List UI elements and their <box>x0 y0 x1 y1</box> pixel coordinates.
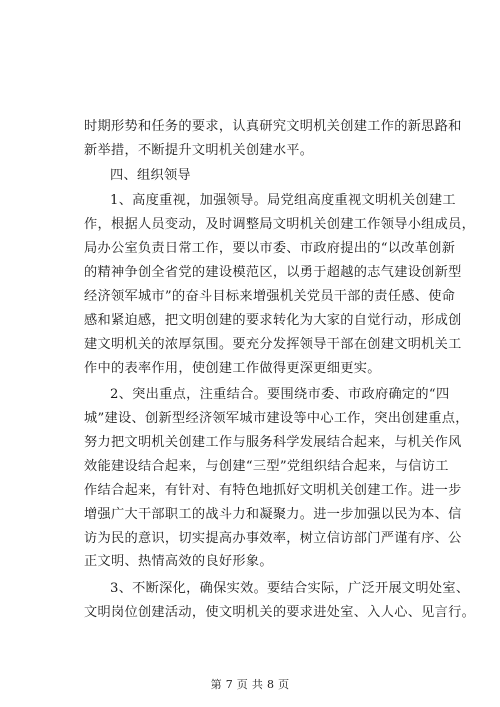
text-line: 作中的表率作用，使创建工作做得更深更细更实。 <box>84 360 381 376</box>
section-heading <box>84 164 418 188</box>
text-line: 感和紧迫感，把文明创建的要求转化为大家的自觉行动，形成创 <box>84 312 462 328</box>
text-line: 正文明、热情高效的良好形象。 <box>84 554 273 570</box>
text-line: 时期形势和任务的要求，认真研究文明机关创建工作的新思路和 <box>84 119 462 134</box>
text-line: 城”建设、创新型经济领军城市建设等中心工作，突出创建重点， <box>84 410 469 426</box>
paragraph-item-3 <box>84 577 476 625</box>
text-line: 增强广大干部职工的战斗力和凝聚力。进一步加强以民为本、信 <box>84 506 462 522</box>
document-body <box>84 115 476 625</box>
page-number: 第 7 页 共 8 页 <box>210 678 290 691</box>
text-line: 作结合起来，有针对、有特色地抓好文明机关创建工作。进一步 <box>84 482 462 498</box>
text-line: 的精神争创全省党的建设模范区，以勇于超越的志气建设创新型 <box>84 265 462 281</box>
section-heading-text: 四、组织领导 <box>110 168 191 184</box>
paragraph-item-1 <box>84 189 476 380</box>
text-line: 建文明机关的浓厚氛围。要充分发挥领导干部在创建文明机关工 <box>84 336 462 352</box>
text-line: 访为民的意识，切实提高办事效率，树立信访部门严谨有序、公 <box>84 530 462 546</box>
text-line: 2、突出重点，注重结合。要围绕市委、市政府确定的“四 <box>110 387 450 403</box>
text-line: 文明岗位创建活动，使文明机关的要求进处室、入人心、见言行。 <box>84 604 476 620</box>
paragraph-continuation <box>84 115 462 163</box>
text-line: 3、不断深化，确保实效。要结合实际，广泛开展文明处室、 <box>110 580 470 596</box>
text-line: 1、高度重视，加强领导。局党组高度重视文明机关创建工 <box>110 193 456 209</box>
text-line: 努力把文明机关创建工作与服务科学发展结合起来，与机关作风 <box>84 434 462 450</box>
text-line: 经济领军城市”的奋斗目标来增强机关党员干部的责任感、使命 <box>84 288 456 304</box>
paragraph-item-2 <box>84 383 469 574</box>
text-line: 作，根据人员变动，及时调整局文明机关创建工作领导小组成员， <box>84 217 476 233</box>
text-line: 局办公室负责日常工作，要以市委、市政府提出的“以改革创新 <box>84 241 456 257</box>
text-line: 新举措，不断提升文明机关创建水平。 <box>84 142 314 158</box>
page-footer <box>0 678 500 692</box>
text-line: 效能建设结合起来，与创建“三型”党组织结合起来，与信访工 <box>84 458 449 474</box>
